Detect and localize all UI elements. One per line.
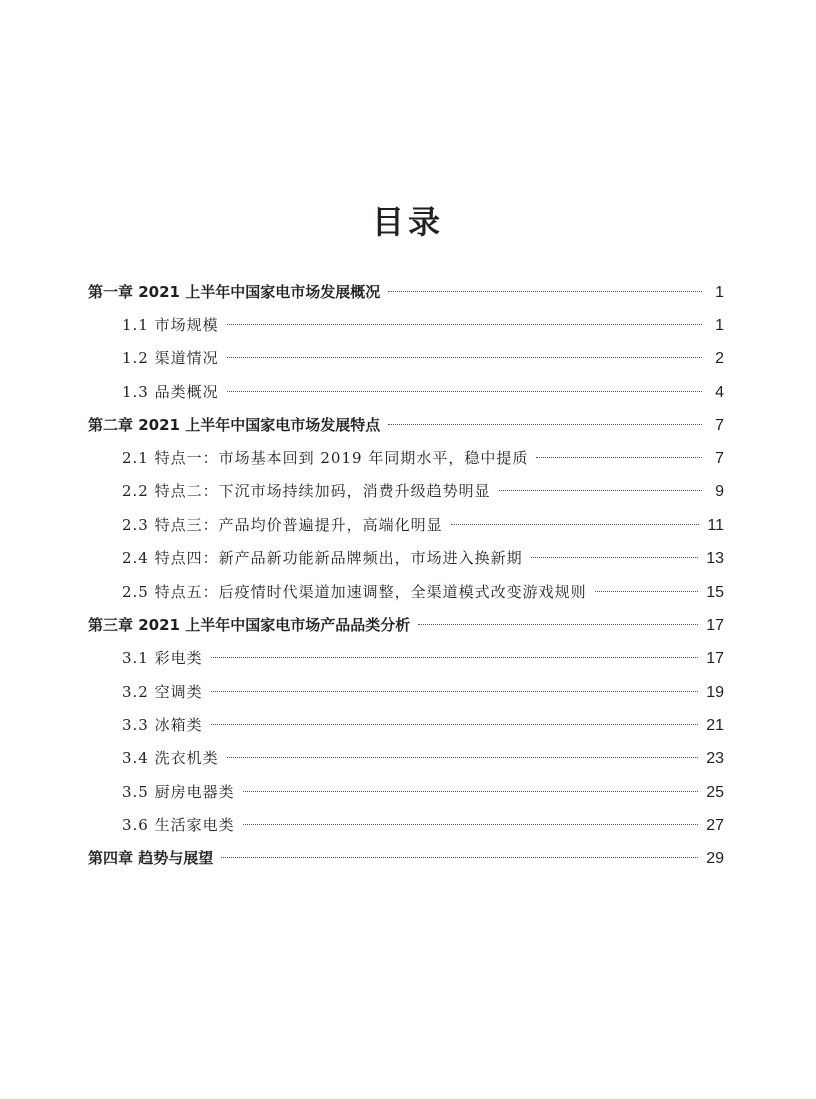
toc-entry-page: 4 — [715, 384, 724, 401]
toc-entry-page: 1 — [715, 317, 724, 334]
toc-entry-section-3-4[interactable] — [122, 743, 724, 773]
dot-leader — [211, 657, 699, 658]
dot-leader — [388, 291, 702, 292]
dot-leader — [211, 691, 699, 692]
toc-entry-chapter-4[interactable] — [88, 843, 724, 873]
toc-entry-section-2-2[interactable] — [122, 476, 724, 506]
toc-entry-page: 27 — [706, 817, 724, 834]
toc-entry-page: 25 — [706, 784, 724, 801]
toc-entry-section-1-2[interactable] — [122, 343, 724, 373]
toc-entry-label: 3.1 彩电类 — [122, 649, 203, 667]
toc-entry-page: 15 — [706, 584, 724, 601]
dot-leader — [595, 591, 699, 592]
toc-entry-page: 17 — [706, 650, 724, 667]
dot-leader — [221, 857, 698, 858]
toc-entry-label: 第二章 2021 上半年中国家电市场发展特点 — [88, 416, 381, 434]
page-title: 目录 — [371, 203, 444, 241]
toc-entry-section-3-3[interactable] — [122, 710, 724, 740]
toc-entry-label: 3.3 冰箱类 — [122, 716, 203, 734]
toc-entry-chapter-1[interactable] — [88, 277, 724, 307]
toc-entry-label: 第三章 2021 上半年中国家电市场产品品类分析 — [88, 616, 411, 634]
toc-entry-page: 1 — [715, 284, 724, 301]
toc-entry-section-3-2[interactable] — [122, 677, 724, 707]
toc-entry-page: 29 — [706, 850, 724, 867]
toc-entry-label: 1.1 市场规模 — [122, 316, 219, 334]
dot-leader — [227, 357, 702, 358]
toc-entry-label: 第一章 2021 上半年中国家电市场发展概况 — [88, 283, 381, 301]
toc-entry-label: 1.2 渠道情况 — [122, 349, 219, 367]
toc-entry-label: 2.2 特点二：下沉市场持续加码，消费升级趋势明显 — [122, 482, 491, 500]
toc-entry-page: 9 — [715, 483, 724, 500]
dot-leader — [536, 457, 702, 458]
toc-entry-page: 21 — [706, 717, 724, 734]
toc-entry-label: 2.4 特点四：新产品新功能新品牌频出，市场进入换新期 — [122, 549, 523, 567]
toc-entry-page: 23 — [706, 750, 724, 767]
toc-entry-page: 2 — [715, 350, 724, 367]
toc-entry-page: 11 — [707, 517, 724, 534]
toc-entry-label: 3.2 空调类 — [122, 683, 203, 701]
dot-leader — [451, 524, 700, 525]
toc-entry-label: 2.5 特点五：后疫情时代渠道加速调整，全渠道模式改变游戏规则 — [122, 583, 587, 601]
toc-entry-section-3-5[interactable] — [122, 777, 724, 807]
toc-entry-page: 13 — [706, 550, 724, 567]
dot-leader — [227, 757, 699, 758]
toc-entry-label: 1.3 品类概况 — [122, 383, 219, 401]
toc-entry-page: 7 — [715, 450, 724, 467]
dot-leader — [499, 490, 702, 491]
toc-entry-section-2-1[interactable] — [122, 443, 724, 473]
dot-leader — [243, 791, 699, 792]
toc-entry-page: 19 — [706, 684, 724, 701]
toc-entry-page: 7 — [715, 417, 724, 434]
dot-leader — [211, 724, 699, 725]
toc-entry-section-2-4[interactable] — [122, 543, 724, 573]
toc-entry-section-2-3[interactable] — [122, 510, 724, 540]
toc-entry-section-3-6[interactable] — [122, 810, 724, 840]
toc-entry-section-1-1[interactable] — [122, 310, 724, 340]
toc-entry-chapter-2[interactable] — [88, 410, 724, 440]
toc-entry-label: 第四章 趋势与展望 — [88, 849, 214, 867]
dot-leader — [418, 624, 698, 625]
toc-entry-section-1-3[interactable] — [122, 377, 724, 407]
toc-entry-label: 3.5 厨房电器类 — [122, 783, 235, 801]
dot-leader — [388, 424, 702, 425]
toc-entry-section-3-1[interactable] — [122, 643, 724, 673]
toc-entry-label: 2.1 特点一：市场基本回到 2019 年同期水平，稳中提质 — [122, 449, 529, 467]
dot-leader — [243, 824, 699, 825]
dot-leader — [227, 324, 702, 325]
toc-entry-label: 3.6 生活家电类 — [122, 816, 235, 834]
toc-entry-chapter-3[interactable] — [88, 610, 724, 640]
toc-entry-label: 3.4 洗衣机类 — [122, 749, 219, 767]
toc-entry-page: 17 — [706, 617, 724, 634]
dot-leader — [227, 391, 702, 392]
toc-entry-label: 2.3 特点三：产品均价普遍提升，高端化明显 — [122, 516, 443, 534]
toc-entry-section-2-5[interactable] — [122, 577, 724, 607]
dot-leader — [531, 557, 699, 558]
